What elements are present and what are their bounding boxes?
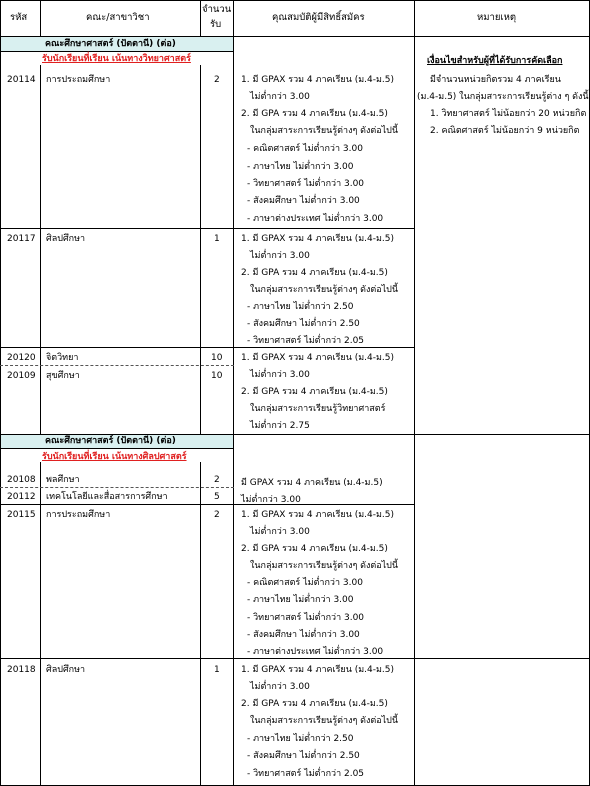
qualification-line: ในกลุ่มสาระการเรียนรู้วิทยาศาสตร์ [250,404,386,414]
qualification-line: ไม่ต่ำกว่า 3.00 [250,251,310,261]
section1-title: คณะศึกษาศาสตร์ (ปัตตานี) (ต่อ) [45,39,176,49]
section2-subtitle: รับนักเรียนที่เรียน เน้นทางศิลปศาสตร์ [42,452,187,462]
header-remarks: หมายเหตุ [477,12,517,23]
qualification-line: - สังคมศึกษา ไม่ต่ำกว่า 3.00 [247,196,360,206]
row-code: 20108 [7,475,36,485]
qualification-line: ไม่ต่ำกว่า 3.00 [250,527,310,537]
row-code: 20114 [7,75,36,85]
qualification-line: 2. มี GPA รวม 4 ภาคเรียน (ม.4-ม.5) [241,544,388,554]
remarks-line: (ม.4-ม.5) ในกลุ่มสาระการเรียนรู้ต่าง ๆ ดังนี้ [417,92,589,102]
row-divider-dashed [0,365,234,366]
qualification-line: 2. มี GPA รวม 4 ภาคเรียน (ม.4-ม.5) [241,268,388,278]
row-seats: 5 [214,492,220,502]
qualification-line: - ภาษาไทย ไม่ต่ำกว่า 2.50 [247,302,354,312]
row-seats: 2 [214,475,220,485]
row-divider [0,658,590,659]
border-col-code [40,462,41,786]
qualification-line: 2. มี GPA รวม 4 ภาคเรียน (ม.4-ม.5) [241,699,388,709]
row-name: การประถมศึกษา [46,75,111,85]
row-seats: 2 [214,75,220,85]
qualification-line: ไม่ต่ำกว่า 2.75 [250,421,310,431]
row-code: 20112 [7,492,36,502]
qualification-line: - คณิตศาสตร์ ไม่ต่ำกว่า 3.00 [247,144,363,154]
qualification-line: - วิทยาศาสตร์ ไม่ต่ำกว่า 2.05 [247,336,365,346]
qualification-line: ในกลุ่มสาระการเรียนรู้ต่างๆ ดังต่อไปนี้ [250,561,399,571]
qualification-line: 1. มี GPAX รวม 4 ภาคเรียน (ม.4-ม.5) [241,75,395,85]
qualification-line: - สังคมศึกษา ไม่ต่ำกว่า 2.50 [247,751,360,761]
row-code: 20109 [7,371,36,381]
row-seats: 2 [214,510,220,520]
row-divider [0,347,415,348]
qualification-line: 1. มี GPAX รวม 4 ภาคเรียน (ม.4-ม.5) [241,510,395,520]
header-seats-line2: รับ [210,19,222,30]
header-bottom [0,36,590,37]
qualification-line: 2. มี GPA รวม 4 ภาคเรียน (ม.4-ม.5) [241,109,388,119]
qualification-line: มี GPAX รวม 4 ภาคเรียน (ม.4-ม.5) [241,478,383,488]
section1-subtitle: รับนักเรียนที่เรียน เน้นทางวิทยาศาสตร์ [42,54,191,64]
row-divider [0,228,415,229]
row-name: ศิลปศึกษา [46,234,86,244]
row-name: เทคโนโลยีและสื่อสารการศึกษา [46,492,168,502]
section1-title-bottom [0,51,234,52]
row-seats: 1 [214,665,220,675]
qualification-line: - สังคมศึกษา ไม่ต่ำกว่า 2.50 [247,319,360,329]
qualification-line: ในกลุ่มสาระการเรียนรู้ต่างๆ ดังต่อไปนี้ [250,285,399,295]
row-code: 20115 [7,510,36,520]
border-col-qual [414,0,415,786]
remarks-line: 1. วิทยาศาสตร์ ไม่น้อยกว่า 20 หน่วยกิต [430,109,587,119]
qualification-line: ไม่ต่ำกว่า 3.00 [250,92,310,102]
border-col-code [40,65,41,434]
header-seats-line1: จำนวน [202,4,232,15]
row-name: พลศึกษา [46,475,80,485]
border-top [0,0,590,1]
header-qualifications: คุณสมบัติผู้มีสิทธิ์สมัคร [272,12,365,23]
remarks-line: มีจำนวนหน่วยกิตรวม 4 ภาคเรียน [430,75,561,85]
qualification-line: - วิทยาศาสตร์ ไม่ต่ำกว่า 3.00 [247,179,365,189]
row-name: การประถมศึกษา [46,510,111,520]
qualification-line: - ภาษาต่างประเทศ ไม่ต่ำกว่า 3.00 [247,647,384,657]
row-name: สุขศึกษา [46,371,80,381]
row-code: 20117 [7,234,36,244]
row-seats: 1 [214,234,220,244]
border-col-name [200,65,201,434]
qualification-line: - ภาษาไทย ไม่ต่ำกว่า 3.00 [247,162,354,172]
qualification-line: ไม่ต่ำกว่า 3.00 [241,495,301,505]
row-divider-dashed [0,487,234,488]
qualification-line: - ภาษาไทย ไม่ต่ำกว่า 3.00 [247,595,354,605]
qualification-line: - วิทยาศาสตร์ ไม่ต่ำกว่า 3.00 [247,613,365,623]
row-divider [0,504,415,505]
qualification-line: 1. มี GPAX รวม 4 ภาคเรียน (ม.4-ม.5) [241,665,395,675]
border-col-name [200,462,201,786]
qualification-line: - คณิตศาสตร์ ไม่ต่ำกว่า 3.00 [247,578,363,588]
remarks-line: 2. คณิตศาสตร์ ไม่น้อยกว่า 9 หน่วยกิต [430,126,580,136]
row-name: ศิลปศึกษา [46,665,86,675]
section2-title: คณะศึกษาศาสตร์ (ปัตตานี) (ต่อ) [45,436,176,446]
qualification-line: - วิทยาศาสตร์ ไม่ต่ำกว่า 2.05 [247,769,365,779]
row-code: 20118 [7,665,36,675]
border-col-name [200,0,201,37]
qualification-line: - ภาษาต่างประเทศ ไม่ต่ำกว่า 3.00 [247,214,384,224]
section2-title-bottom [0,448,234,449]
qualification-line: ในกลุ่มสาระการเรียนรู้ต่างๆ ดังต่อไปนี้ [250,716,399,726]
qualification-line: 2. มี GPA รวม 4 ภาคเรียน (ม.4-ม.5) [241,387,388,397]
qualification-line: ไม่ต่ำกว่า 3.00 [250,370,310,380]
qualification-line: ไม่ต่ำกว่า 3.00 [250,682,310,692]
qualification-line: ในกลุ่มสาระการเรียนรู้ต่างๆ ดังต่อไปนี้ [250,126,399,136]
header-faculty: คณะ/สาขาวิชา [86,12,150,23]
row-code: 20120 [7,353,36,363]
qualification-line: 1. มี GPAX รวม 4 ภาคเรียน (ม.4-ม.5) [241,353,395,363]
border-col-seats [233,0,234,786]
border-col-code [40,0,41,37]
row-seats: 10 [211,371,223,381]
qualification-line: - สังคมศึกษา ไม่ต่ำกว่า 3.00 [247,630,360,640]
row-seats: 10 [211,353,223,363]
header-code: รหัส [10,12,28,23]
remarks-title: เงื่อนไขสำหรับผู้ที่ได้รับการคัดเลือก [427,56,563,66]
qualification-line: 1. มี GPAX รวม 4 ภาคเรียน (ม.4-ม.5) [241,234,395,244]
border-left [0,0,1,786]
row-name: จิตวิทยา [46,353,79,363]
qualification-line: - ภาษาไทย ไม่ต่ำกว่า 2.50 [247,734,354,744]
